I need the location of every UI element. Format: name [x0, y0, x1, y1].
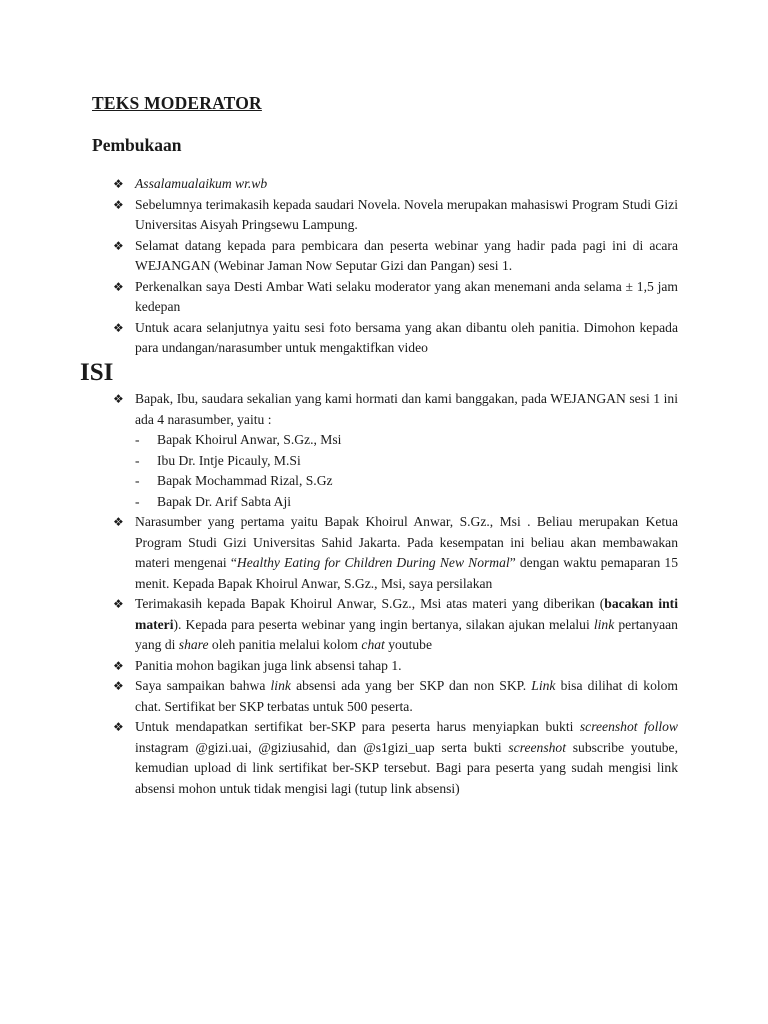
dash-bullet: -: [135, 473, 140, 488]
list-item: [113, 512, 678, 594]
document-title: TEKS MODERATOR: [92, 93, 262, 113]
diamond-bullet-icon: ❖: [113, 279, 124, 294]
list-item: [113, 174, 678, 195]
list-item: [113, 594, 678, 656]
italic-word: share: [178, 637, 209, 652]
item-text: Perkenalkan saya Desti Ambar Wati selaku moderator yang akan menemani anda selama ± 1,5 jam kedepan: [135, 278, 678, 314]
item-text: Narasumber yang pertama yaitu Bapak Khoirul Anwar, S.Gz., Msi . Beliau merupakan Ketua Program Studi Gizi Universitas Sahid Jakarta. Pada kesempatan ini beliau akan membawakan materi mengenai “: [135, 514, 678, 570]
topic-title: Healthy Eating for Children During New Normal: [236, 555, 510, 570]
item-text: instagram @gizi.uai, @giziusahid, dan @s1gizi_uap serta bukti: [135, 739, 509, 755]
speaker-item: [135, 471, 675, 492]
greeting-text: Assalamualaikum wr.wb: [135, 176, 268, 191]
diamond-bullet-icon: ❖: [113, 238, 124, 253]
italic-word: link: [270, 678, 291, 693]
opening-list: [113, 174, 678, 359]
item-text: youtube: [384, 637, 433, 652]
diamond-bullet-icon: ❖: [113, 197, 124, 212]
item-text: bisa dilihat di kolom chat. Sertifikat ber SKP terbatas untuk 500 peserta.: [135, 678, 679, 714]
section-heading-opening: Pembukaan: [92, 135, 182, 155]
bold-note: bacakan inti materi: [135, 596, 678, 632]
item-text: oleh panitia melalui kolom: [208, 637, 362, 652]
italic-word: screenshot follow: [579, 719, 678, 734]
item-text: subscribe youtube, kemudian upload di link sertifikat ber-SKP tersebut. Bagi para peserta yang sudah mengisi link absensi mohon untuk tidak mengisi lagi (tutup link absensi): [135, 739, 678, 796]
speaker-item: [135, 492, 675, 513]
dash-bullet: -: [135, 452, 140, 468]
list-item: [113, 195, 678, 236]
section-heading-isi: ISI: [80, 359, 114, 386]
speaker-name: Bapak Mochammad Rizal, S.Gz: [157, 473, 333, 488]
dash-bullet: -: [135, 432, 140, 447]
item-text: Untuk acara selanjutnya yaitu sesi foto bersama yang akan dibantu oleh panitia. Dimohon kepada para undangan/narasumber untuk mengaktifkan video: [135, 319, 678, 355]
item-text: Bapak, Ibu, saudara sekalian yang kami hormati dan kami banggakan, pada WEJANGAN sesi 1 ini ada 4 narasumber, yaitu :: [135, 391, 678, 427]
italic-word: Link: [531, 678, 556, 693]
list-item: [113, 676, 678, 717]
diamond-bullet-icon: ❖: [113, 392, 124, 406]
item-text: ” dengan waktu pemaparan 15 menit. Kepada Bapak Khoirul Anwar, S.Gz., Msi, saya persilakan: [135, 555, 678, 591]
item-text: Terimakasih kepada Bapak Khoirul Anwar, S.Gz., Msi atas materi yang diberikan (: [135, 596, 605, 611]
isi-list: [113, 389, 678, 430]
diamond-bullet-icon: ❖: [113, 177, 124, 191]
italic-word: chat: [361, 637, 385, 652]
list-item: [113, 236, 678, 277]
speaker-name: Ibu Dr. Intje Picauly, M.Si: [157, 452, 301, 468]
speaker-item: [135, 430, 675, 451]
list-item: [113, 656, 678, 677]
diamond-bullet-icon: ❖: [113, 658, 124, 673]
item-text: Saya sampaikan bahwa: [135, 678, 271, 693]
speaker-name: Bapak Khoirul Anwar, S.Gz., Msi: [157, 432, 342, 447]
item-text: Sebelumnya terimakasih kepada saudari Novela. Novela merupakan mahasiswi Program Studi Gizi Universitas Aisyah Pringsewu Lampung.: [135, 196, 678, 232]
speaker-list: [135, 430, 675, 512]
italic-word: link: [593, 616, 615, 632]
list-item: [113, 277, 678, 318]
item-text: absensi ada yang ber SKP dan non SKP.: [290, 678, 532, 693]
isi-list-continued: [113, 512, 678, 799]
item-text: Panitia mohon bagikan juga link absensi tahap 1.: [135, 657, 402, 673]
list-item: [113, 318, 678, 359]
diamond-bullet-icon: ❖: [113, 597, 124, 611]
diamond-bullet-icon: ❖: [113, 320, 124, 335]
list-item: [113, 389, 678, 430]
diamond-bullet-icon: ❖: [113, 679, 124, 693]
item-text: pertanyaan yang di: [135, 616, 678, 652]
diamond-bullet-icon: ❖: [113, 515, 124, 529]
item-text: Selamat datang kepada para pembicara dan peserta webinar yang hadir pada pagi ini di acara WEJANGAN (Webinar Jaman Now Seputar Gizi dan Pangan) sesi 1.: [135, 237, 678, 273]
speaker-item: [135, 451, 675, 472]
diamond-bullet-icon: ❖: [113, 720, 124, 734]
item-text: ). Kepada para peserta webinar yang ingin bertanya, silakan ajukan melalui: [173, 616, 594, 632]
item-text: Untuk mendapatkan sertifikat ber-SKP para peserta harus menyiapkan bukti: [135, 719, 580, 734]
list-item: [113, 717, 678, 799]
italic-word: screenshot: [508, 739, 567, 755]
speaker-name: Bapak Dr. Arif Sabta Aji: [157, 493, 292, 509]
dash-bullet: -: [135, 493, 140, 509]
